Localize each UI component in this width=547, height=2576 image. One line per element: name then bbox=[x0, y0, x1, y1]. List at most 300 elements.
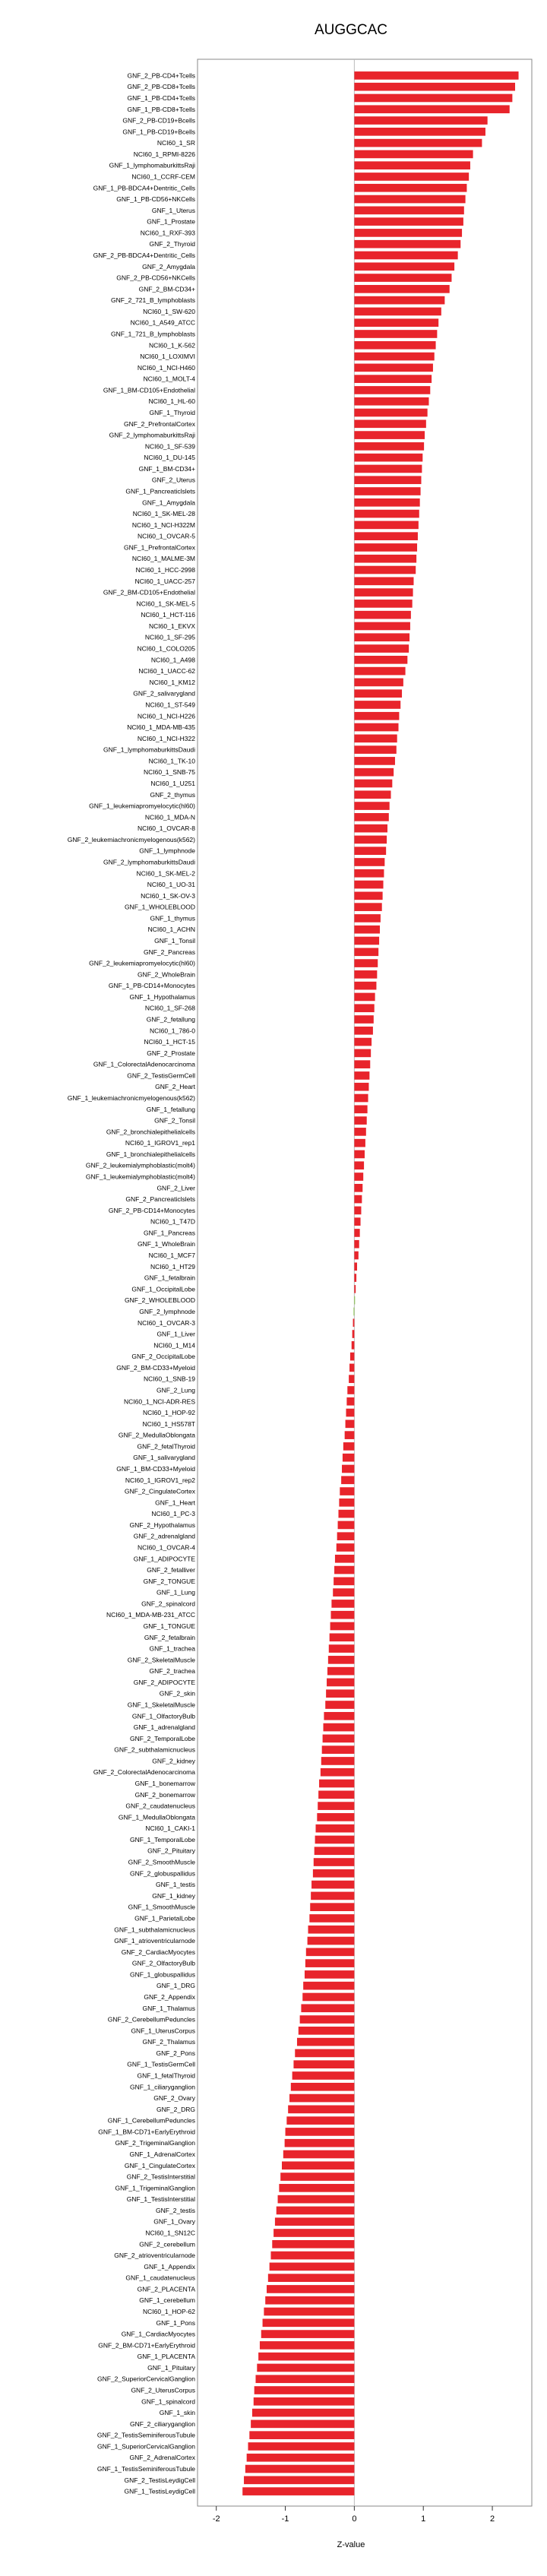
bar-102 bbox=[354, 1217, 360, 1226]
bar-78 bbox=[354, 948, 378, 956]
category-label-18: GNF_2_PB-CD56+NKCells bbox=[116, 274, 195, 282]
category-label-87: GNF_2_Prostate bbox=[147, 1049, 195, 1057]
bar-166 bbox=[308, 1937, 355, 1945]
bar-83 bbox=[354, 1004, 374, 1012]
bar-144 bbox=[326, 1689, 354, 1698]
bar-54 bbox=[354, 679, 403, 687]
category-label-15: GNF_2_Thyroid bbox=[149, 240, 195, 248]
category-label-133: GNF_2_fetalliver bbox=[147, 1566, 195, 1574]
category-label-59: NCI60_1_NCI-H322 bbox=[137, 734, 195, 742]
bar-210 bbox=[249, 2431, 354, 2439]
bar-8 bbox=[354, 161, 470, 169]
bar-1 bbox=[354, 83, 515, 91]
x-axis bbox=[213, 2506, 495, 2524]
category-label-19: GNF_2_BM-CD34+ bbox=[138, 285, 195, 293]
category-label-204: GNF_1_Pituitary bbox=[147, 2363, 195, 2372]
x-tick-label-4: 2 bbox=[489, 2514, 495, 2524]
category-label-40: NCI60_1_NCI-H322M bbox=[131, 521, 195, 529]
bar-170 bbox=[303, 1982, 354, 1990]
bar-85 bbox=[354, 1027, 373, 1035]
bar-115 bbox=[349, 1364, 354, 1372]
bar-67 bbox=[354, 824, 387, 833]
bar-44 bbox=[354, 566, 416, 574]
category-label-11: GNF_1_PB-CD56+NKCells bbox=[116, 195, 195, 204]
category-label-74: GNF_1_WHOLEBLOOD bbox=[124, 903, 195, 911]
category-label-21: NCI60_1_SW-620 bbox=[143, 307, 195, 315]
category-label-203: GNF_1_PLACENTA bbox=[137, 2353, 195, 2361]
bar-203 bbox=[258, 2353, 354, 2361]
bar-123 bbox=[343, 1454, 354, 1462]
category-label-107: GNF_1_fetalbrain bbox=[144, 1274, 195, 1282]
bar-197 bbox=[267, 2285, 354, 2293]
category-label-193: GNF_2_cerebellum bbox=[139, 2240, 195, 2248]
bar-56 bbox=[354, 701, 400, 709]
category-label-109: GNF_2_WHOLEBLOOD bbox=[124, 1296, 195, 1305]
category-label-202: GNF_2_BM-CD71+EarlyErythroid bbox=[98, 2341, 195, 2350]
category-label-35: GNF_1_BM-CD34+ bbox=[138, 464, 195, 473]
category-label-134: GNF_2_TONGUE bbox=[143, 1577, 195, 1585]
category-label-196: GNF_1_caudatenucleus bbox=[125, 2274, 195, 2282]
category-label-76: NCI60_1_ACHN bbox=[147, 926, 195, 934]
bar-160 bbox=[313, 1869, 355, 1878]
category-label-86: NCI60_1_HCT-15 bbox=[144, 1038, 195, 1046]
category-label-56: NCI60_1_ST-549 bbox=[145, 701, 195, 709]
bar-84 bbox=[354, 1015, 373, 1024]
bar-101 bbox=[354, 1207, 361, 1215]
category-label-181: GNF_2_DRG bbox=[156, 2105, 195, 2113]
category-label-115: GNF_2_BM-CD33+Myeloid bbox=[116, 1363, 195, 1372]
category-label-117: GNF_2_Lung bbox=[156, 1386, 195, 1394]
bar-93 bbox=[354, 1116, 366, 1125]
category-label-2: GNF_1_PB-CD4+Tcells bbox=[127, 93, 195, 102]
category-label-213: GNF_1_TestisSeminiferousTubule bbox=[96, 2465, 195, 2473]
bar-118 bbox=[346, 1397, 354, 1406]
bar-138 bbox=[330, 1622, 355, 1631]
bar-176 bbox=[295, 2049, 354, 2058]
bar-152 bbox=[319, 1780, 354, 1788]
bar-124 bbox=[342, 1465, 354, 1473]
bar-38 bbox=[354, 498, 419, 507]
bar-195 bbox=[270, 2263, 355, 2271]
category-label-33: NCI60_1_SF-539 bbox=[144, 442, 195, 451]
category-label-14: NCI60_1_RXF-393 bbox=[140, 229, 195, 237]
category-label-82: GNF_1_Hypothalamus bbox=[129, 992, 195, 1001]
category-label-116: NCI60_1_SNB-19 bbox=[143, 1375, 195, 1383]
bar-188 bbox=[279, 2184, 354, 2192]
category-label-148: GNF_2_TemporalLobe bbox=[130, 1734, 195, 1742]
category-label-155: GNF_1_MedullaOblongata bbox=[118, 1813, 195, 1821]
category-label-200: GNF_1_Pons bbox=[156, 2318, 195, 2327]
bar-81 bbox=[354, 982, 376, 990]
bar-212 bbox=[247, 2454, 355, 2462]
bar-104 bbox=[354, 1240, 359, 1248]
category-label-169: GNF_1_globuspallidus bbox=[130, 1970, 195, 1979]
category-label-85: NCI60_1_786-0 bbox=[149, 1027, 195, 1035]
category-label-195: GNF_1_Appendix bbox=[144, 2262, 195, 2271]
category-label-168: GNF_2_OlfactoryBulb bbox=[131, 1959, 195, 1967]
bar-116 bbox=[349, 1375, 354, 1383]
category-label-102: NCI60_1_T47D bbox=[150, 1217, 195, 1226]
category-label-174: GNF_1_UterusCorpus bbox=[131, 2027, 195, 2035]
category-label-22: NCI60_1_A549_ATCC bbox=[130, 318, 195, 327]
category-label-17: GNF_2_Amygdala bbox=[142, 262, 195, 271]
category-label-144: GNF_2_skin bbox=[159, 1689, 195, 1698]
category-label-51: NCI60_1_COLO205 bbox=[137, 644, 195, 653]
category-label-170: GNF_1_DRG bbox=[156, 1982, 195, 1990]
bar-109 bbox=[354, 1296, 355, 1305]
bar-209 bbox=[251, 2420, 354, 2429]
bar-73 bbox=[354, 892, 382, 900]
category-label-28: GNF_1_BM-CD105+Endothelial bbox=[103, 386, 195, 394]
category-label-138: GNF_1_TONGUE bbox=[143, 1622, 195, 1631]
bar-125 bbox=[341, 1476, 354, 1484]
bar-64 bbox=[354, 790, 390, 799]
category-label-26: NCI60_1_NCI-H460 bbox=[137, 363, 195, 372]
category-label-95: NCI60_1_IGROV1_rep1 bbox=[125, 1139, 195, 1147]
category-label-154: GNF_2_caudatenucleus bbox=[125, 1802, 195, 1810]
x-tick-label-3: 1 bbox=[421, 2514, 426, 2524]
bar-137 bbox=[330, 1611, 354, 1619]
bar-74 bbox=[354, 903, 381, 911]
bar-147 bbox=[324, 1723, 355, 1732]
bar-77 bbox=[354, 937, 379, 945]
bar-107 bbox=[354, 1274, 356, 1282]
bar-43 bbox=[354, 555, 416, 563]
bar-69 bbox=[354, 847, 386, 855]
category-label-173: GNF_2_CerebellumPeduncles bbox=[107, 2015, 195, 2024]
bar-119 bbox=[346, 1409, 354, 1417]
bar-37 bbox=[354, 487, 420, 495]
bar-60 bbox=[354, 745, 396, 754]
bar-120 bbox=[346, 1420, 355, 1429]
bar-165 bbox=[308, 1926, 355, 1934]
bar-36 bbox=[354, 476, 421, 484]
category-label-61: NCI60_1_TK-10 bbox=[148, 757, 195, 765]
bar-41 bbox=[354, 532, 418, 540]
category-label-123: GNF_1_salivarygland bbox=[133, 1454, 195, 1462]
bar-184 bbox=[285, 2139, 355, 2147]
category-label-151: GNF_2_ColorectalAdenocarcinoma bbox=[93, 1768, 195, 1777]
bar-214 bbox=[244, 2476, 354, 2484]
bar-2 bbox=[354, 94, 512, 103]
category-label-45: NCI60_1_UACC-257 bbox=[134, 577, 195, 585]
bar-200 bbox=[263, 2318, 355, 2327]
bar-178 bbox=[292, 2071, 355, 2080]
bar-25 bbox=[354, 353, 434, 361]
category-label-39: NCI60_1_SK-MEL-28 bbox=[132, 510, 195, 518]
bar-92 bbox=[354, 1105, 367, 1113]
category-label-46: GNF_2_BM-CD105+Endothelial bbox=[103, 588, 195, 597]
category-label-211: GNF_1_SuperiorCervicalGanglion bbox=[97, 2442, 195, 2451]
category-label-9: NCI60_1_CCRF-CEM bbox=[131, 172, 195, 181]
bar-141 bbox=[328, 1656, 355, 1664]
category-label-114: GNF_2_OccipitalLobe bbox=[131, 1353, 195, 1361]
bar-204 bbox=[257, 2364, 354, 2372]
category-label-44: NCI60_1_HCC-2998 bbox=[135, 566, 195, 574]
category-label-198: GNF_1_cerebellum bbox=[139, 2296, 195, 2305]
category-label-36: GNF_2_Uterus bbox=[151, 476, 195, 484]
bar-88 bbox=[354, 1060, 370, 1068]
bar-58 bbox=[354, 723, 398, 732]
bar-5 bbox=[354, 128, 485, 136]
category-label-65: GNF_1_leukemiapromyelocytic(hl60) bbox=[89, 802, 195, 810]
category-label-30: GNF_1_Thyroid bbox=[149, 409, 195, 417]
bar-205 bbox=[255, 2375, 354, 2383]
category-label-150: GNF_2_kidney bbox=[152, 1757, 195, 1765]
bar-111 bbox=[353, 1318, 355, 1327]
category-label-79: GNF_2_leukemiapromyelocytic(hl60) bbox=[89, 959, 195, 967]
bar-132 bbox=[335, 1555, 354, 1563]
bar-75 bbox=[354, 914, 381, 922]
category-label-210: GNF_2_TestisSeminiferousTubule bbox=[96, 2431, 195, 2439]
category-label-206: GNF_2_UterusCorpus bbox=[131, 2386, 195, 2394]
bar-117 bbox=[347, 1386, 354, 1394]
bar-33 bbox=[354, 442, 424, 451]
x-tick-label-2: 0 bbox=[352, 2514, 357, 2524]
bar-12 bbox=[354, 207, 463, 215]
category-label-179: GNF_1_ciliaryganglion bbox=[130, 2083, 195, 2091]
bar-185 bbox=[283, 2150, 355, 2159]
category-label-207: GNF_1_spinalcord bbox=[141, 2397, 195, 2406]
category-label-5: GNF_1_PB-CD19+Bcells bbox=[122, 128, 195, 136]
category-label-201: GNF_1_CardiacMyocytes bbox=[121, 2330, 195, 2338]
category-label-177: GNF_1_TestisGermCell bbox=[127, 2060, 195, 2068]
bar-121 bbox=[345, 1431, 355, 1439]
category-label-130: GNF_2_adrenalgland bbox=[133, 1532, 195, 1540]
category-label-88: GNF_1_ColorectalAdenocarcinoma bbox=[93, 1060, 195, 1068]
bar-40 bbox=[354, 521, 418, 530]
bar-46 bbox=[354, 588, 413, 597]
category-label-31: GNF_2_PrefrontalCortex bbox=[123, 419, 195, 428]
bar-154 bbox=[318, 1802, 354, 1810]
bar-21 bbox=[354, 308, 441, 316]
category-label-132: GNF_1_ADIPOCYTE bbox=[133, 1555, 195, 1563]
bar-82 bbox=[354, 993, 375, 1002]
bar-14 bbox=[354, 229, 462, 237]
bar-51 bbox=[354, 644, 409, 653]
bar-148 bbox=[323, 1735, 355, 1743]
bar-97 bbox=[354, 1161, 364, 1169]
category-label-38: GNF_1_Amygdala bbox=[142, 498, 195, 507]
category-label-55: GNF_2_salivarygland bbox=[133, 689, 195, 698]
category-label-47: NCI60_1_SK-MEL-5 bbox=[136, 600, 195, 608]
bar-129 bbox=[338, 1521, 355, 1530]
bar-50 bbox=[354, 633, 409, 641]
category-label-81: GNF_1_PB-CD14+Monocytes bbox=[108, 982, 195, 990]
bar-126 bbox=[340, 1487, 354, 1495]
bar-89 bbox=[354, 1071, 369, 1080]
category-label-24: NCI60_1_K-562 bbox=[149, 341, 195, 350]
bar-173 bbox=[300, 2015, 355, 2024]
bar-24 bbox=[354, 341, 435, 350]
category-label-140: GNF_1_trachea bbox=[149, 1644, 195, 1653]
category-label-119: NCI60_1_HOP-92 bbox=[143, 1409, 195, 1417]
category-label-96: GNF_1_bronchialepithelialcells bbox=[106, 1150, 195, 1158]
category-label-32: GNF_2_lymphomaburkittsRaji bbox=[109, 431, 195, 439]
bar-30 bbox=[354, 409, 427, 417]
bar-201 bbox=[261, 2330, 355, 2338]
bar-100 bbox=[354, 1195, 362, 1204]
bar-182 bbox=[286, 2116, 354, 2125]
bar-23 bbox=[354, 330, 437, 338]
bar-66 bbox=[354, 813, 388, 821]
category-label-90: GNF_2_Heart bbox=[155, 1083, 195, 1091]
category-label-3: GNF_1_PB-CD8+Tcells bbox=[127, 105, 195, 113]
bar-42 bbox=[354, 543, 417, 552]
category-label-209: GNF_2_ciliaryganglion bbox=[130, 2419, 195, 2428]
bar-31 bbox=[354, 419, 425, 428]
category-label-126: GNF_2_CingulateCortex bbox=[124, 1487, 195, 1495]
category-label-190: GNF_2_testis bbox=[156, 2206, 195, 2214]
category-label-143: GNF_2_ADIPOCYTE bbox=[133, 1678, 195, 1686]
category-label-99: GNF_2_Liver bbox=[157, 1184, 195, 1192]
bar-55 bbox=[354, 689, 402, 698]
bar-7 bbox=[354, 150, 473, 159]
category-label-77: GNF_1_Tonsil bbox=[154, 936, 195, 945]
bar-94 bbox=[354, 1128, 365, 1136]
category-label-172: GNF_1_Thalamus bbox=[142, 2004, 195, 2012]
bar-140 bbox=[329, 1644, 355, 1653]
bar-87 bbox=[354, 1049, 371, 1058]
category-label-16: GNF_2_PB-BDCA4+Dentritic_Cells bbox=[93, 251, 195, 259]
category-label-124: GNF_1_BM-CD33+Myeloid bbox=[116, 1464, 195, 1473]
bar-68 bbox=[354, 836, 387, 844]
bar-179 bbox=[291, 2083, 355, 2091]
bar-145 bbox=[325, 1701, 354, 1709]
category-label-0: GNF_2_PB-CD4+Tcells bbox=[127, 71, 195, 80]
bar-47 bbox=[354, 600, 412, 608]
category-label-178: GNF_1_fetalThyroid bbox=[137, 2071, 195, 2080]
category-label-48: NCI60_1_HCT-116 bbox=[141, 611, 195, 619]
category-label-27: NCI60_1_MOLT-4 bbox=[143, 375, 195, 383]
bar-131 bbox=[337, 1543, 355, 1552]
bars-group bbox=[242, 71, 518, 2495]
bar-26 bbox=[354, 364, 433, 372]
category-label-145: GNF_1_SkeletalMuscle bbox=[127, 1701, 195, 1709]
category-label-180: GNF_2_Ovary bbox=[153, 2094, 195, 2103]
category-label-189: GNF_1_TestisInterstitial bbox=[126, 2195, 195, 2204]
bar-59 bbox=[354, 735, 397, 743]
category-label-142: GNF_2_trachea bbox=[149, 1667, 195, 1676]
category-label-147: GNF_1_adrenalgland bbox=[133, 1723, 195, 1732]
category-label-25: NCI60_1_LOXIMVI bbox=[140, 353, 195, 361]
bar-76 bbox=[354, 926, 380, 934]
category-label-167: GNF_2_CardiacMyocytes bbox=[121, 1948, 195, 1956]
category-label-97: GNF_2_leukemialymphoblastic(molt4) bbox=[85, 1161, 195, 1169]
category-label-127: GNF_1_Heart bbox=[155, 1498, 195, 1507]
category-label-98: GNF_1_leukemialymphoblastic(molt4) bbox=[85, 1172, 195, 1181]
category-label-160: GNF_2_globuspallidus bbox=[130, 1869, 195, 1878]
category-label-20: GNF_2_721_B_lymphoblasts bbox=[110, 296, 195, 305]
category-label-113: NCI60_1_M14 bbox=[153, 1341, 195, 1350]
bar-52 bbox=[354, 656, 407, 664]
bar-139 bbox=[330, 1633, 355, 1641]
bar-189 bbox=[278, 2195, 355, 2204]
bar-15 bbox=[354, 240, 460, 248]
bar-142 bbox=[327, 1667, 354, 1676]
category-label-131: NCI60_1_OVCAR-4 bbox=[137, 1543, 195, 1552]
bar-13 bbox=[354, 217, 463, 226]
bar-159 bbox=[314, 1858, 355, 1866]
category-label-83: NCI60_1_SF-268 bbox=[144, 1004, 195, 1012]
bar-27 bbox=[354, 375, 432, 383]
category-label-63: NCI60_1_U251 bbox=[150, 779, 195, 787]
category-label-194: GNF_2_atrioventricularnode bbox=[114, 2252, 195, 2260]
category-label-13: GNF_1_Prostate bbox=[147, 217, 195, 226]
category-label-67: NCI60_1_OVCAR-8 bbox=[137, 824, 195, 833]
bar-183 bbox=[286, 2128, 355, 2136]
category-label-182: GNF_1_CerebellumPeduncles bbox=[107, 2116, 195, 2125]
bar-103 bbox=[354, 1229, 359, 1237]
bar-32 bbox=[354, 431, 425, 439]
bar-122 bbox=[343, 1442, 355, 1451]
category-label-146: GNF_1_OlfactoryBulb bbox=[131, 1712, 195, 1720]
category-label-188: GNF_1_TrigeminalGanglion bbox=[115, 2184, 195, 2192]
bar-136 bbox=[331, 1600, 354, 1608]
category-label-78: GNF_2_Pancreas bbox=[143, 948, 195, 956]
category-label-89: GNF_2_TestisGermCell bbox=[127, 1071, 195, 1080]
bar-53 bbox=[354, 667, 405, 676]
category-label-72: NCI60_1_UO-31 bbox=[147, 881, 195, 889]
bar-163 bbox=[310, 1903, 354, 1911]
category-label-37: GNF_1_Pancreaticlslets bbox=[125, 487, 195, 495]
bar-156 bbox=[316, 1824, 355, 1833]
bar-95 bbox=[354, 1139, 365, 1147]
category-label-135: GNF_1_Lung bbox=[156, 1588, 195, 1597]
bar-171 bbox=[302, 1993, 354, 2002]
bar-79 bbox=[354, 959, 378, 967]
category-label-121: GNF_2_MedullaOblongata bbox=[118, 1431, 195, 1439]
bar-177 bbox=[293, 2060, 354, 2068]
bar-192 bbox=[274, 2229, 354, 2237]
bar-215 bbox=[242, 2487, 354, 2495]
x-tick-label-0: -2 bbox=[212, 2514, 220, 2524]
category-label-191: GNF_1_Ovary bbox=[153, 2217, 195, 2226]
category-label-175: GNF_2_Thalamus bbox=[142, 2038, 195, 2046]
bar-202 bbox=[260, 2341, 354, 2350]
bar-39 bbox=[354, 510, 419, 518]
bar-80 bbox=[354, 970, 377, 979]
category-label-49: NCI60_1_EKVX bbox=[149, 622, 195, 630]
category-label-185: GNF_1_AdrenalCortex bbox=[129, 2150, 195, 2158]
category-label-166: GNF_1_atrioventricularnode bbox=[114, 1937, 195, 1945]
chart-title: AUGGCAC bbox=[314, 22, 388, 38]
bar-164 bbox=[309, 1914, 354, 1923]
category-label-157: GNF_1_TemporalLobe bbox=[130, 1835, 195, 1843]
category-label-58: NCI60_1_MDA-MB-435 bbox=[127, 723, 195, 732]
category-label-164: GNF_1_ParietalLobe bbox=[134, 1914, 195, 1923]
bar-149 bbox=[322, 1745, 355, 1754]
category-label-122: GNF_2_fetalThyroid bbox=[137, 1442, 195, 1451]
bar-193 bbox=[272, 2240, 354, 2248]
bar-35 bbox=[354, 465, 422, 473]
bar-133 bbox=[334, 1566, 354, 1574]
category-label-215: GNF_1_TestisLeydigCell bbox=[124, 2487, 195, 2495]
category-label-29: NCI60_1_HL-60 bbox=[148, 397, 195, 406]
category-label-184: GNF_2_TrigeminalGanglion bbox=[115, 2139, 195, 2147]
category-label-161: GNF_1_testis bbox=[156, 1881, 195, 1889]
category-label-41: NCI60_1_OVCAR-5 bbox=[137, 532, 195, 540]
category-label-70: GNF_2_lymphomaburkittsDaudi bbox=[103, 858, 195, 866]
bar-211 bbox=[248, 2442, 354, 2451]
bar-17 bbox=[354, 262, 454, 271]
bar-65 bbox=[354, 802, 389, 810]
category-label-110: GNF_2_lymphnode bbox=[139, 1307, 195, 1315]
category-label-71: NCI60_1_SK-MEL-2 bbox=[136, 869, 195, 878]
category-label-57: NCI60_1_NCI-H226 bbox=[137, 712, 195, 720]
category-label-100: GNF_2_Pancreaticlslets bbox=[125, 1195, 195, 1204]
bar-10 bbox=[354, 184, 466, 192]
